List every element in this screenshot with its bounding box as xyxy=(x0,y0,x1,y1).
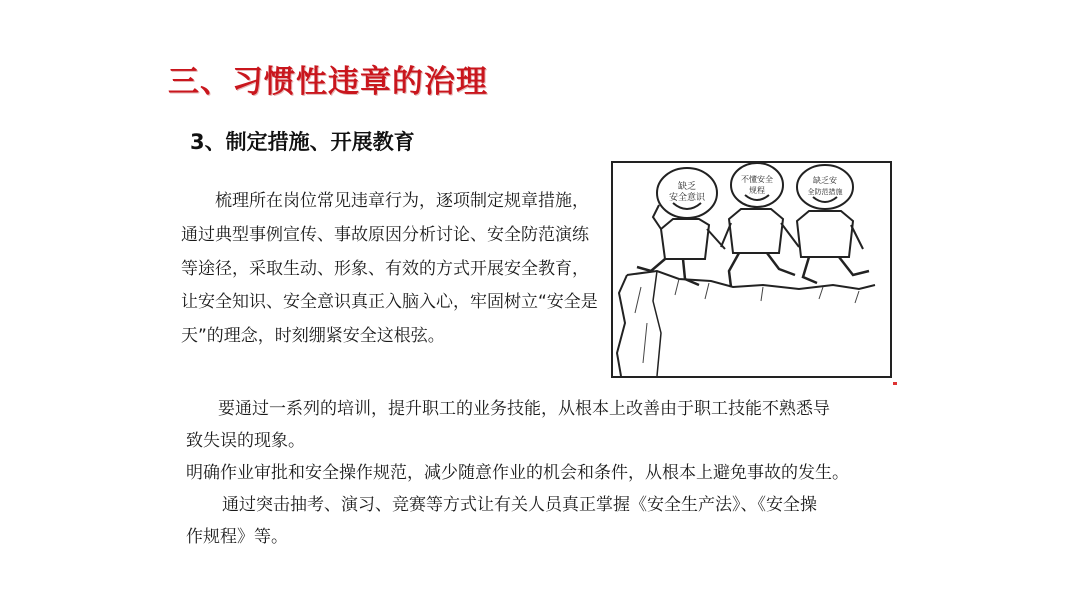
arm-right xyxy=(851,225,863,249)
cartoon-illustration xyxy=(611,161,892,378)
shirt-right xyxy=(797,211,853,257)
rock-texture xyxy=(675,279,859,303)
decorative-mark xyxy=(893,382,897,385)
paragraph-education xyxy=(181,185,605,354)
shirt-left xyxy=(661,219,709,259)
cliff-face-mid xyxy=(653,271,661,376)
cliff-edge xyxy=(627,271,875,289)
paragraph-training-line2: 致失误的现象。 xyxy=(186,431,305,451)
slide-title: 三、习惯性违章的治理 xyxy=(168,64,488,100)
head-label-2-line1: 不懂安全 xyxy=(741,175,773,184)
legs-middle xyxy=(729,253,795,287)
paragraph-drills-line1: 通过突击抽考、演习、竞赛等方式让有关人员真正掌握《安全生产法》、《安全操 xyxy=(222,495,817,515)
head-label-1-line2: 安全意识 xyxy=(668,193,706,203)
paragraph-drills-line2: 作规程》等。 xyxy=(186,527,288,547)
shirt-middle xyxy=(729,209,783,253)
head-label-3-line2: 全防范措施 xyxy=(807,188,843,196)
head-label-2-line2: 规程 xyxy=(749,186,765,195)
legs-right xyxy=(803,257,869,283)
paragraph-approval: 明确作业审批和安全操作规范，减少随意作业的机会和条件，从根本上避免事故的发生。 xyxy=(186,463,849,483)
paragraph-training-line1: 要通过一系列的培训，提升职工的业务技能，从根本上改善由于职工技能不熟悉导 xyxy=(218,399,830,419)
cliff-cracks xyxy=(635,287,647,363)
head-label-3-line1: 缺乏安 xyxy=(813,176,837,185)
head-label-1-line1: 缺乏 xyxy=(677,182,697,192)
paragraph-education-text: 梳理所在岗位常见违章行为，逐项制定规章措施，通过典型事例宣传、事故原因分析讨论、安全防范演练等途径，采取生动、形象、有效的方式开展安全教育，让安全知识、安全意识真正入脑入心，牢固树立“安全是天”的理念，时刻绷紧安全这根弦。 xyxy=(181,191,598,347)
arm-left xyxy=(653,205,661,229)
cliff-face-left xyxy=(617,275,627,376)
cartoon-drawing xyxy=(613,163,890,376)
section-subtitle: 3、制定措施、开展教育 xyxy=(190,130,415,154)
